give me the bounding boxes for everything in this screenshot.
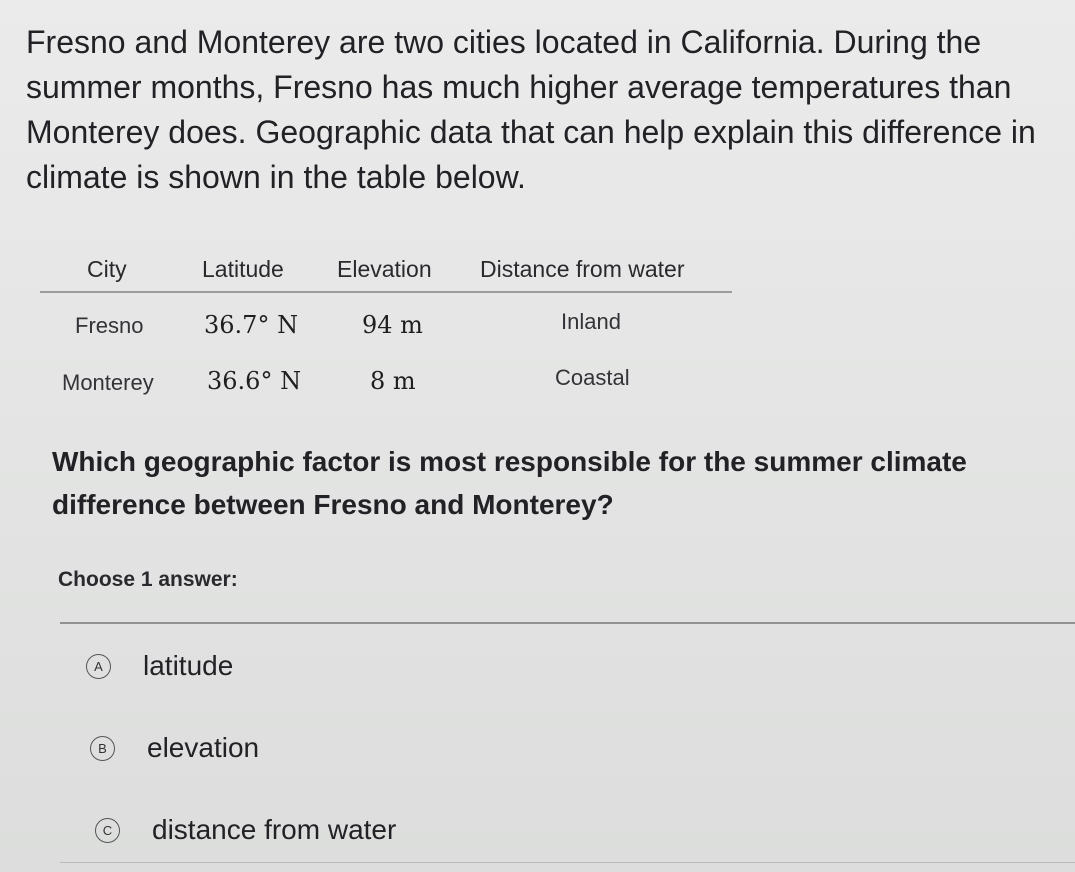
cell-city: Fresno	[75, 313, 144, 338]
choose-answer-label: Choose 1 answer:	[58, 568, 238, 591]
choice-letter-badge: C	[95, 818, 120, 843]
table-header-divider	[40, 291, 732, 293]
header-city: City	[87, 256, 127, 282]
choice-b[interactable]	[90, 732, 259, 764]
choice-c[interactable]	[95, 814, 396, 846]
intro-paragraph: Fresno and Monterey are two cities located in California. During the summer months, Fresno has much higher average temperatures than Monterey does. Geographic data that can help explain this difference in climate is shown in the table below.	[26, 24, 1036, 195]
cell-city: Monterey	[62, 370, 154, 395]
choices-divider	[60, 622, 1075, 624]
question-text: Which geographic factor is most responsible for the summer climate difference between Fresno and Monterey?	[52, 446, 967, 520]
choice-label: latitude	[143, 650, 234, 681]
choice-letter-badge: A	[86, 654, 111, 679]
cell-elevation: 94 m	[362, 311, 423, 339]
cell-distance: Coastal	[555, 365, 630, 390]
bottom-divider	[60, 862, 1075, 863]
header-distance-from-water: Distance from water	[480, 256, 685, 282]
cell-elevation: 8 m	[370, 367, 416, 395]
header-elevation: Elevation	[337, 256, 432, 282]
cell-latitude: 36.6° N	[207, 367, 302, 395]
header-latitude: Latitude	[202, 256, 284, 282]
choice-a[interactable]	[86, 650, 233, 682]
choice-letter-badge: B	[90, 736, 115, 761]
choice-label: distance from water	[152, 814, 397, 845]
cell-distance: Inland	[561, 309, 621, 334]
choice-label: elevation	[147, 732, 260, 763]
cell-latitude: 36.7° N	[204, 311, 299, 339]
